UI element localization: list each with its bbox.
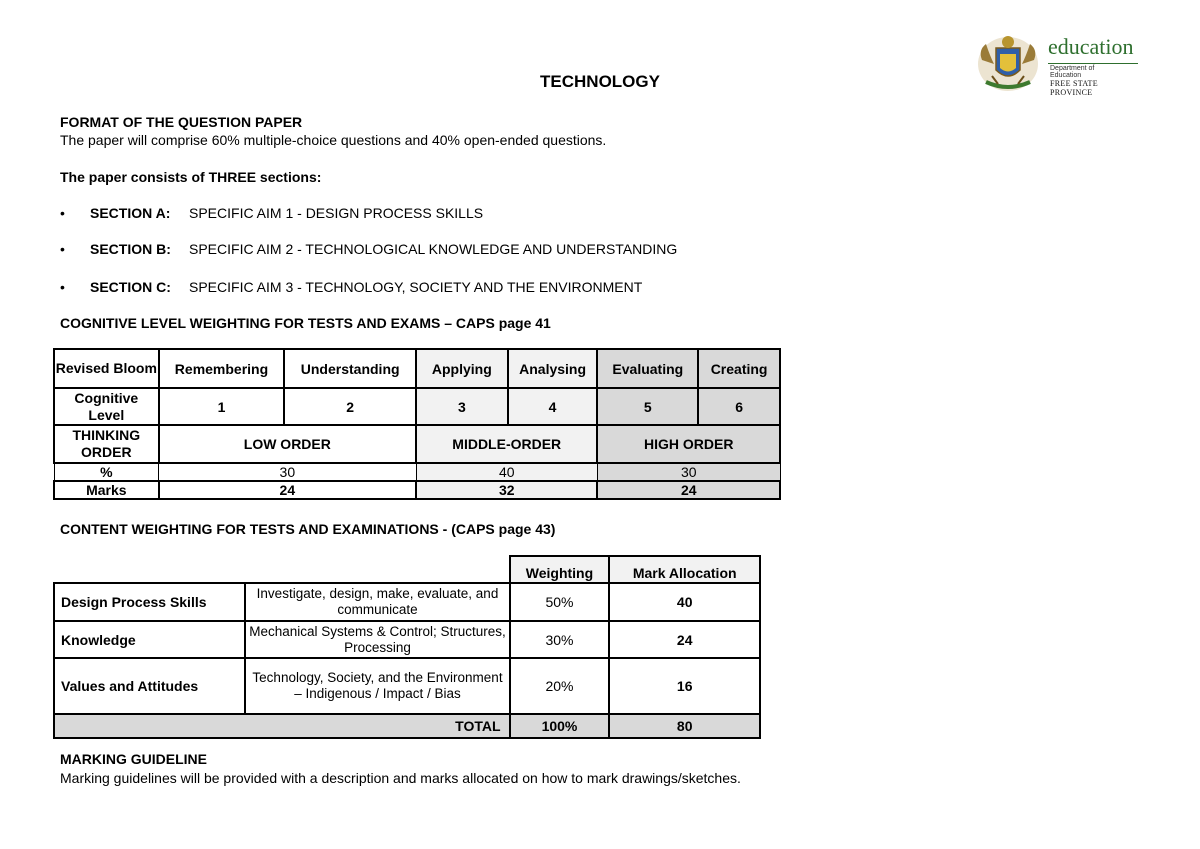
content-row-weight: 50% (510, 583, 610, 621)
content-row (54, 658, 760, 714)
content-heading: CONTENT WEIGHTING FOR TESTS AND EXAMINATIONS - (CAPS page 43) (60, 521, 556, 537)
order-cell-middle: MIDDLE-ORDER (416, 425, 597, 463)
bloom-row (54, 349, 780, 388)
thinking-row (54, 425, 780, 463)
level-cell: 3 (416, 388, 508, 425)
percent-cell: 30 (597, 463, 780, 481)
empty-cell (245, 556, 509, 583)
bloom-cell: Evaluating (597, 349, 698, 388)
section-a-label: SECTION A: (90, 205, 171, 221)
level-cell: 6 (698, 388, 780, 425)
total-weight: 100% (510, 714, 610, 738)
sections-intro: The paper consists of THREE sections: (60, 169, 322, 185)
format-heading: FORMAT OF THE QUESTION PAPER (60, 114, 303, 130)
section-c-text: SPECIFIC AIM 3 - TECHNOLOGY, SOCIETY AND THE ENVIRONMENT (189, 279, 643, 295)
bullet-icon: • (60, 279, 65, 295)
content-row-desc: Technology, Society, and the Environment – Indigenous / Impact / Bias (245, 658, 509, 714)
content-row-name: Design Process Skills (54, 583, 245, 621)
level-row-label: Cognitive Level (54, 388, 159, 425)
percent-cell: 30 (159, 463, 416, 481)
marks-row (54, 481, 780, 499)
bloom-cell: Remembering (159, 349, 285, 388)
allocation-header: Mark Allocation (609, 556, 760, 583)
content-row-marks: 16 (609, 658, 760, 714)
level-row (54, 388, 780, 425)
bloom-cell: Creating (698, 349, 780, 388)
total-spacer (54, 714, 245, 738)
logo-subtitle-2: Education (1050, 72, 1082, 79)
content-row-desc: Mechanical Systems & Control; Structures, Processing (245, 621, 509, 658)
bloom-cell: Applying (416, 349, 508, 388)
logo-subtitle-1: Department of (1050, 65, 1095, 72)
content-row (54, 583, 760, 621)
page-title: TECHNOLOGY (540, 72, 660, 91)
content-row-marks: 24 (609, 621, 760, 658)
total-label: TOTAL (245, 714, 509, 738)
level-cell: 2 (284, 388, 416, 425)
content-row-weight: 30% (510, 621, 610, 658)
section-c-label: SECTION C: (90, 279, 171, 295)
content-row (54, 621, 760, 658)
percent-row (54, 463, 780, 481)
percent-cell: 40 (416, 463, 597, 481)
logo-province: FREE STATE PROVINCE (1050, 79, 1098, 97)
logo-title: education (1048, 34, 1134, 59)
order-cell-high: HIGH ORDER (597, 425, 780, 463)
content-total-row (54, 714, 760, 738)
cognitive-weighting-table (53, 348, 781, 500)
section-a-item (0, 205, 900, 223)
section-a-text: SPECIFIC AIM 1 - DESIGN PROCESS SKILLS (189, 205, 484, 221)
format-text: The paper will comprise 60% multiple-choice questions and 40% open-ended questions. (60, 132, 607, 148)
section-b-text: SPECIFIC AIM 2 - TECHNOLOGICAL KNOWLEDGE AND UNDERSTANDING (189, 241, 678, 257)
weighting-header: Weighting (510, 556, 610, 583)
marking-text: Marking guidelines will be provided with a description and marks allocated on how to mark drawings/sketches. (60, 770, 741, 786)
bullet-icon: • (60, 241, 65, 257)
content-row-weight: 20% (510, 658, 610, 714)
content-weighting-table (53, 555, 761, 739)
empty-cell (54, 556, 245, 583)
section-b-item (0, 241, 900, 259)
level-cell: 5 (597, 388, 698, 425)
section-b-label: SECTION B: (90, 241, 171, 257)
content-header-row (54, 556, 760, 583)
content-row-desc: Investigate, design, make, evaluate, and communicate (245, 583, 509, 621)
marks-cell: 24 (159, 481, 416, 499)
marking-heading: MARKING GUIDELINE (60, 751, 207, 767)
bloom-cell: Analysing (508, 349, 598, 388)
marks-cell: 32 (416, 481, 597, 499)
level-cell: 1 (159, 388, 285, 425)
total-marks: 80 (609, 714, 760, 738)
percent-row-label: % (54, 463, 159, 481)
bloom-row-label: Revised Bloom (54, 349, 159, 388)
marks-cell: 24 (597, 481, 780, 499)
section-c-item (0, 279, 900, 297)
level-cell: 4 (508, 388, 598, 425)
marks-row-label: Marks (54, 481, 159, 499)
bullet-icon: • (60, 205, 65, 221)
cognitive-heading: COGNITIVE LEVEL WEIGHTING FOR TESTS AND EXAMS – CAPS page 41 (60, 315, 551, 331)
order-cell-low: LOW ORDER (159, 425, 416, 463)
content-row-name: Knowledge (54, 621, 245, 658)
content-row-marks: 40 (609, 583, 760, 621)
bloom-cell: Understanding (284, 349, 416, 388)
thinking-row-label: THINKING ORDER (54, 425, 159, 463)
content-row-name: Values and Attitudes (54, 658, 245, 714)
logo-divider (1048, 63, 1138, 64)
